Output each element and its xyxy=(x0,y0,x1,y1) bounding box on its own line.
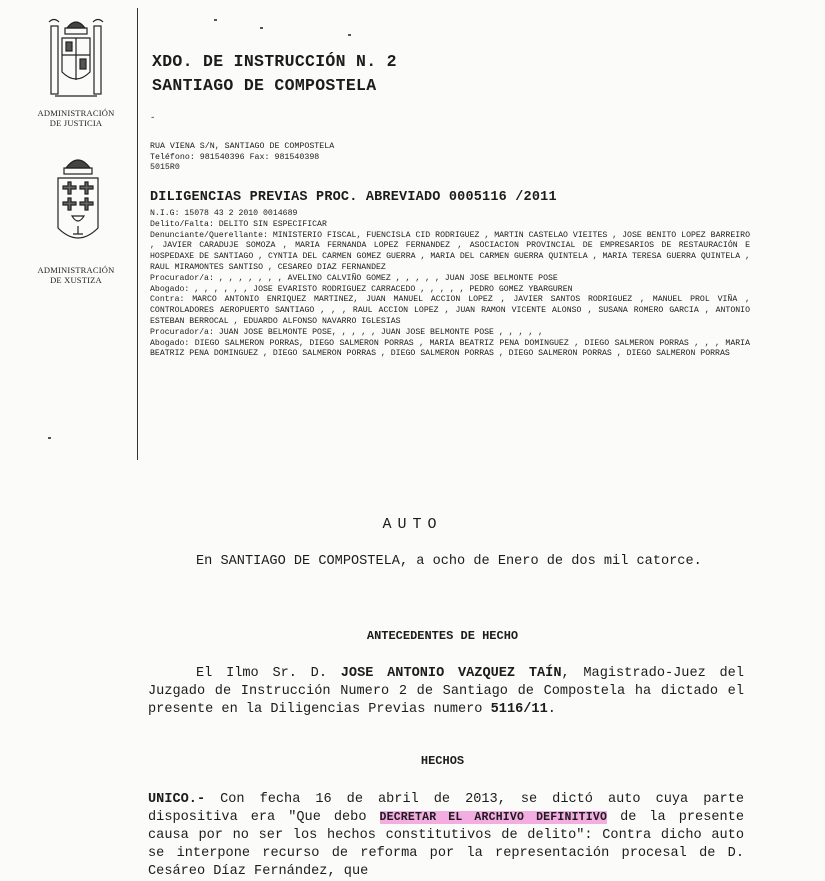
court-address: RUA VIENA S/N, SANTIAGO DE COMPOSTELA xyxy=(150,142,335,151)
court-line-2: SANTIAGO DE COMPOSTELA xyxy=(152,76,377,95)
document-heading: AUTO xyxy=(382,516,443,533)
scan-speck xyxy=(48,437,51,439)
spain-coat-of-arms-icon xyxy=(47,14,105,106)
case-denunciante: Denunciante/Querellante: MINISTERIO FISCAL, FUENCISLA CID RODRIGUEZ , MARTIN CASTELAO VIEITES , JOSE BENITO LOPEZ BARREIRO , JAVIER CARADUJE SOMOZA , MARIA FERNANDA LOPEZ FERNANDEZ , ASOCIACION PROVINCIAL DE EMPRESARIOS DE RESTAURACIÓN E HOSPEDAXE DE SANTIAGO , CYNTIA DEL CARMEN GOMEZ GUERRA , MARIA DEL CARMEN GUERRA QUINTELA , MARIA TERESA GUERRA QUINTELA , RAUL MIRAMONTES SANTISO , CESAREO DIAZ FERNANDEZ xyxy=(150,230,750,272)
crest-label-justicia xyxy=(30,108,122,128)
para-text: de la presente causa por no ser los hechos constitutivos de delito": Contra dicho auto se interpone recurso de reforma por la representación procesal de D. Cesáreo Díaz Fernández, que xyxy=(148,810,744,879)
sidebar-divider xyxy=(137,8,138,460)
section-heading-antecedentes: ANTECEDENTES DE HECHO xyxy=(366,629,519,643)
case-procurador: Procurador/a: , , , , , , , AVELINO CALVIÑO GOMEZ , , , , , JUAN JOSE BELMONTE POSE xyxy=(150,273,558,283)
court-address-block xyxy=(150,142,334,174)
court-phone: Teléfono: 981540396 Fax: 981540398 xyxy=(150,152,320,162)
court-line-1: XDO. DE INSTRUCCIÓN N. 2 xyxy=(152,52,397,71)
crest-label-line: DE JUSTICIA xyxy=(49,118,103,128)
crest-label-line: ADMINISTRACIÓN xyxy=(37,265,115,275)
para-text: . xyxy=(547,702,556,717)
crest-label-xustiza xyxy=(30,265,122,285)
case-nig: N.I.G: 15078 43 2 2010 0014689 xyxy=(150,209,298,218)
para-text: Con fecha 16 de abril de 2013, se dictó auto cuya parte dispositiva era "Que debo xyxy=(148,792,744,825)
case-parties xyxy=(150,209,750,360)
highlighted-phrase: DECRETAR EL ARCHIVO DEFINITIVO xyxy=(379,811,608,824)
case-abogado: Abogado: , , , , , , JOSE EVARISTO RODRIGUEZ CARRACEDO , , , , , PEDRO GOMEZ YBARGUREN xyxy=(150,284,573,294)
section-heading-hechos: HECHOS xyxy=(420,754,465,768)
date-paragraph: En SANTIAGO DE COMPOSTELA, a ocho de Enero de dos mil catorce. xyxy=(196,554,702,569)
hechos-paragraph xyxy=(148,791,744,881)
para-text: El Ilmo Sr. D. xyxy=(196,666,341,681)
header-dash: - xyxy=(150,113,156,123)
case-title: DILIGENCIAS PREVIAS PROC. ABREVIADO 0005116 /2011 xyxy=(150,190,557,205)
scan-speck xyxy=(348,34,351,36)
judge-name: JOSE ANTONIO VAZQUEZ TAÍN xyxy=(340,666,562,681)
case-delito: Delito/Falta: DELITO SIN ESPECIFICAR xyxy=(150,219,327,229)
case-procurador-contra: Procurador/a: JUAN JOSE BELMONTE POSE, , , , , JUAN JOSE BELMONTE POSE , , , , , xyxy=(150,327,544,337)
para-text: , Magistrado-Juez del Juzgado de Instrucción Numero 2 de Santiago de Compostela ha dictado el presente en la Diligencias Previas numero xyxy=(148,666,744,717)
court-code: 5015R0 xyxy=(150,163,180,172)
case-abogado-contra: Abogado: DIEGO SALMERON PORRAS, DIEGO SALMERON PORRAS , MARIA BEATRIZ PENA DOMINGUEZ , DIEGO SALMERON PORRAS , , , MARIA BEATRIZ PENA DOMINGUEZ , DIEGO SALMERON PORRAS , DIEGO SALMERON PORRAS , DIEGO SALMERON PORRAS , DIEGO SALMERON PORRAS xyxy=(150,338,750,359)
case-number: 5116/11 xyxy=(490,702,548,717)
case-contra: Contra: MARCO ANTONIO ENRIQUEZ MARTINEZ, JUAN MANUEL ACCION LOPEZ , JAVIER SANTOS RODRIGUEZ , MANUEL PROL VIÑA , CONTROLADORES AEROPUERTO SANTIAGO , , , RAUL ACCION LOPEZ , JUAN RAMON VICENTE ALONSO , SUSANA ROMERO GARCIA , ANTONIO ESTEBAN BERROCAL , EDUARDO ALFONSO NAVARRO IGLESIAS xyxy=(150,295,750,326)
scan-speck xyxy=(214,19,217,21)
crest-label-line: ADMINISTRACIÓN xyxy=(37,108,115,118)
galicia-coat-of-arms-icon xyxy=(52,150,104,258)
scan-speck xyxy=(260,27,263,29)
crest-label-line: DE XUSTIZA xyxy=(50,275,102,285)
unico-label: UNICO.- xyxy=(148,792,206,807)
antecedentes-paragraph xyxy=(148,665,744,719)
court-name xyxy=(152,50,397,98)
